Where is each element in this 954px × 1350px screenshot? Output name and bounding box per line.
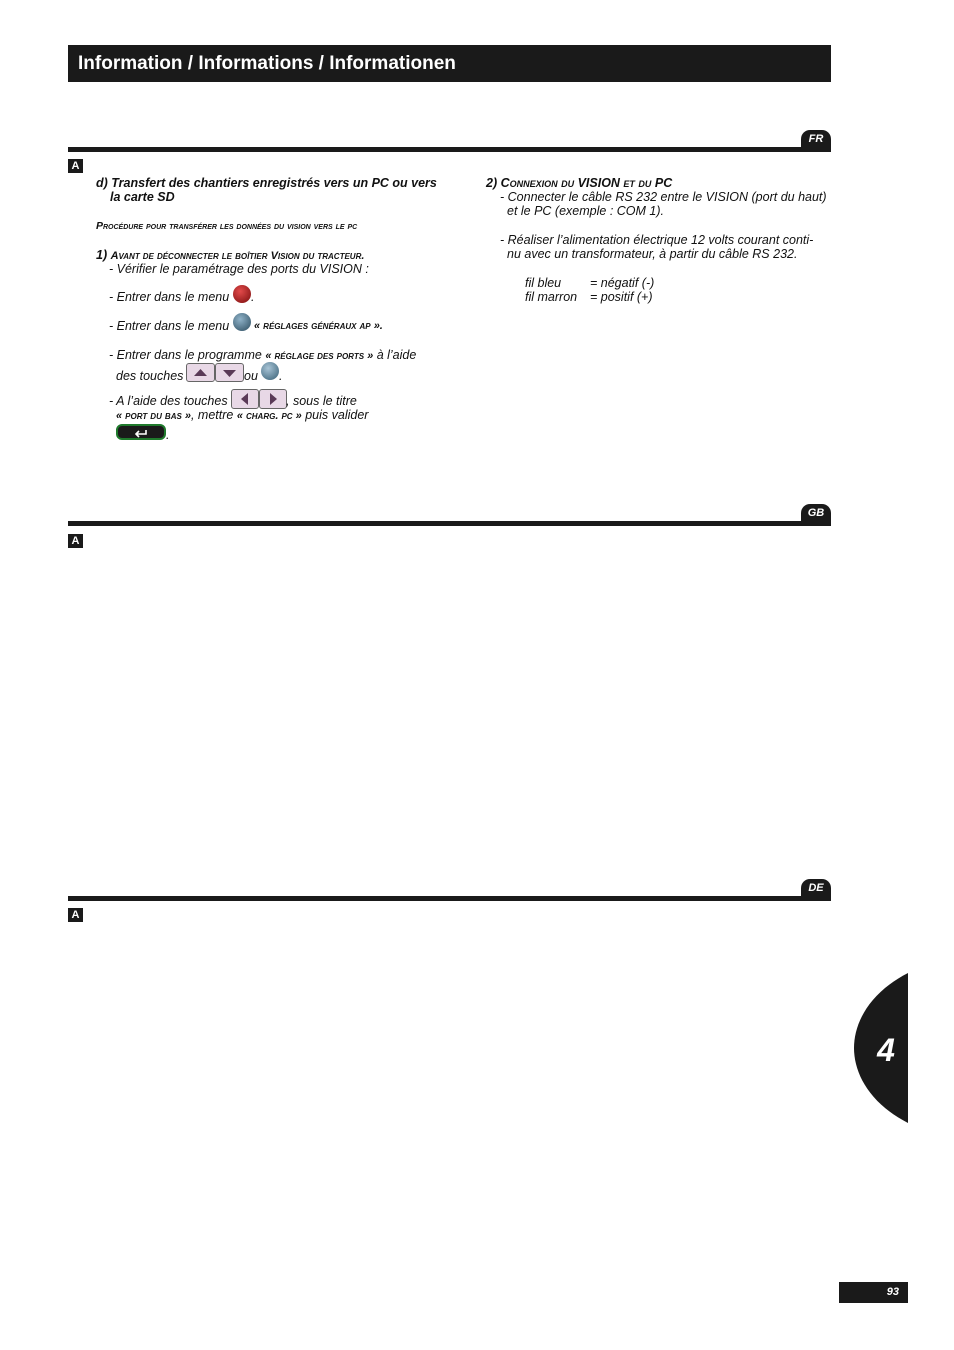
fr-lr-label: - A l’aide des touches bbox=[109, 394, 228, 408]
fr-enter-menu2-tail: « réglages généraux ap ». bbox=[254, 320, 383, 332]
step1-number: 1) bbox=[96, 248, 111, 262]
fr-verify: - Vérifier le paramétrage des ports du VISION : bbox=[109, 262, 369, 276]
fr-step1 bbox=[96, 248, 364, 263]
fr-connect-1: - Connecter le câble RS 232 entre le VISION (port du haut) bbox=[500, 190, 827, 204]
header-title: Information / Informations / Informationen bbox=[78, 53, 456, 74]
section-marker-gb: A bbox=[68, 534, 83, 548]
fr-wire-brown-val: = positif (+) bbox=[590, 290, 653, 304]
fr-keys-label: des touches bbox=[116, 369, 184, 383]
step2-number: 2) bbox=[486, 176, 501, 190]
arrow-left-key-icon bbox=[231, 389, 259, 409]
port-c: « charg. pc » bbox=[236, 410, 302, 422]
fr-lr-tail: , sous le titre bbox=[286, 394, 357, 408]
section-marker-fr: A bbox=[68, 159, 83, 173]
fr-enter-menu-end: . bbox=[251, 290, 255, 304]
settings-menu-icon bbox=[233, 313, 251, 331]
fr-enter-menu2: - Entrer dans le menu bbox=[109, 319, 230, 333]
port-b: , mettre bbox=[190, 408, 237, 422]
lang-tab-de: DE bbox=[801, 879, 831, 897]
scroll-wheel-icon bbox=[261, 362, 279, 380]
prog-a: - Entrer dans le programme bbox=[109, 348, 262, 362]
arrow-down-key-icon bbox=[215, 363, 244, 382]
section-rule-fr bbox=[68, 147, 831, 152]
arrow-up-key-icon bbox=[186, 363, 215, 382]
fr-step2 bbox=[486, 176, 672, 190]
fr-keys-or: ou bbox=[244, 369, 258, 383]
prog-c: à l’aide bbox=[373, 348, 417, 362]
fr-heading-line2: la carte SD bbox=[110, 190, 175, 204]
fr-connect-2: et le PC (exemple : COM 1). bbox=[507, 204, 664, 218]
page-header bbox=[68, 45, 831, 82]
fr-port-line bbox=[116, 408, 368, 423]
section-marker-de: A bbox=[68, 908, 83, 922]
fr-validate-end: . bbox=[166, 428, 170, 442]
fr-program-line bbox=[109, 348, 416, 363]
lang-tab-gb: GB bbox=[801, 504, 831, 522]
fr-wire-brown: fil marron bbox=[525, 290, 578, 304]
fr-power-1: - Réaliser l’alimentation électrique 12 volts courant conti- bbox=[500, 233, 814, 247]
lang-tab-fr: FR bbox=[801, 130, 831, 148]
page-number: 93 bbox=[839, 1282, 908, 1303]
section-rule-de bbox=[68, 896, 831, 901]
section-rule-gb bbox=[68, 521, 831, 526]
fr-wire-blue: fil bleu bbox=[525, 276, 562, 290]
chapter-tab bbox=[854, 973, 908, 1123]
fr-procedure: Procédure pour transférer les données du vision vers le pc bbox=[96, 220, 358, 232]
arrow-right-key-icon bbox=[259, 389, 287, 409]
enter-key-icon bbox=[116, 424, 166, 440]
prog-b: « réglage des ports » bbox=[265, 350, 374, 362]
fr-enter-menu: - Entrer dans le menu bbox=[109, 290, 230, 304]
fr-wire-blue-val: = négatif (-) bbox=[590, 276, 655, 290]
fr-keys-end: . bbox=[279, 369, 283, 383]
chapter-number: 4 bbox=[877, 1032, 895, 1068]
step2-title: Connexion du VISION et du PC bbox=[500, 176, 673, 190]
port-d: puis valider bbox=[301, 408, 369, 422]
fr-power-2: nu avec un transformateur, à partir du câble RS 232. bbox=[507, 247, 798, 261]
fr-heading-line1: d) Transfert des chantiers enregistrés vers un PC ou vers bbox=[96, 176, 437, 190]
port-a: « port du bas » bbox=[116, 410, 191, 422]
step1-title: Avant de déconnecter le boîtier Vision du tracteur. bbox=[110, 250, 365, 262]
menu-red-icon bbox=[233, 285, 251, 303]
